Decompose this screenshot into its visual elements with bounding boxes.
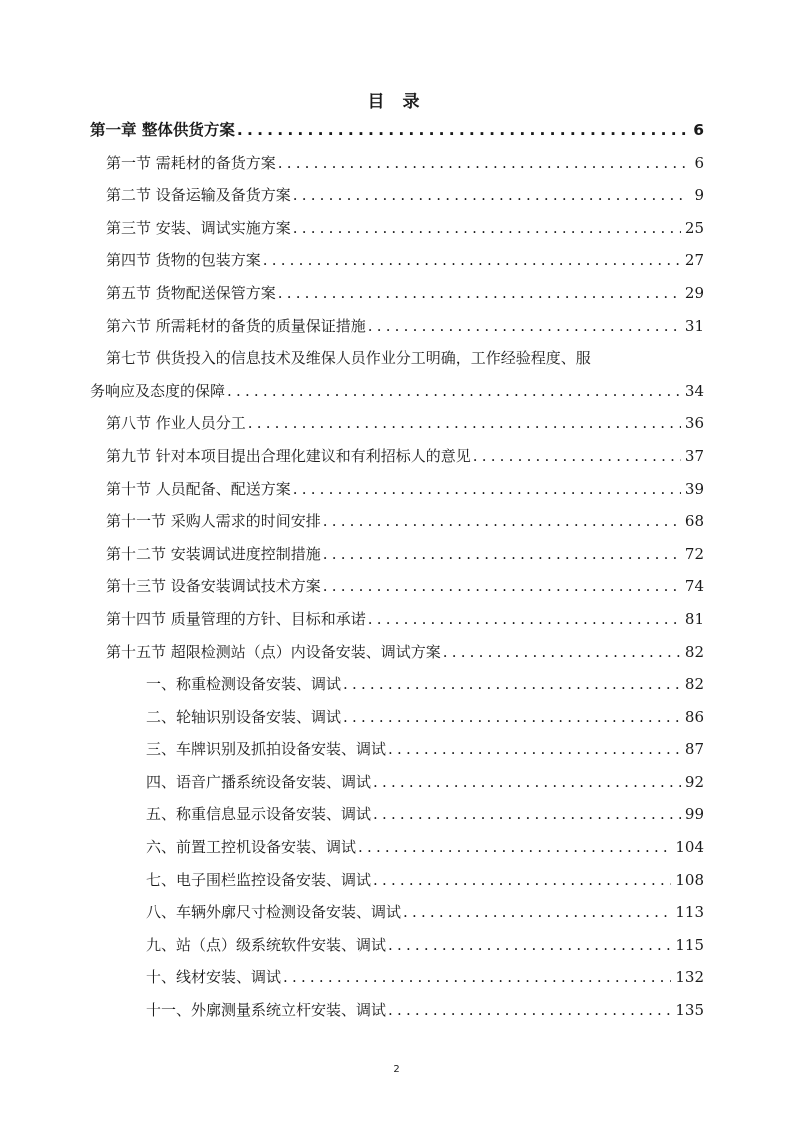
toc-entry-label: 三、车牌识别及抓拍设备安装、调试 [146, 740, 387, 759]
toc-entry-sub-3[interactable] [90, 733, 704, 766]
toc-entry-sub-7[interactable] [90, 864, 704, 897]
toc-entry-page: 81 [684, 609, 704, 628]
toc-dot-leader [373, 798, 681, 831]
toc-entry-sub-11[interactable] [90, 994, 704, 1027]
toc-dot-leader [358, 831, 671, 864]
toc-entry-label: 第八节 作业人员分工 [106, 414, 246, 433]
toc-entry-label: 七、电子围栏监控设备安装、调试 [146, 870, 372, 889]
toc-dot-leader [278, 147, 688, 180]
toc-entry-label: 第三节 安装、调试实施方案 [106, 218, 291, 237]
toc-entry-label: 二、轮轴识别设备安装、调试 [146, 707, 342, 726]
toc-entry-label: 六、前置工控机设备安装、调试 [146, 838, 357, 857]
toc-entry-page: 92 [684, 772, 704, 791]
toc-dot-leader [388, 929, 671, 962]
toc-entry-page: 108 [675, 870, 704, 889]
toc-entry-page: 25 [684, 218, 704, 237]
toc-entry-label: 务响应及态度的保障 [90, 381, 226, 400]
toc-entry-section-2[interactable] [90, 179, 704, 212]
toc-entry-chapter-1[interactable] [90, 114, 704, 147]
toc-entry-section-7-continued[interactable] [90, 375, 704, 408]
toc-entry-page: 31 [684, 316, 704, 335]
toc-entry-section-5[interactable] [90, 277, 704, 310]
toc-dot-leader [293, 473, 681, 506]
toc-entry-sub-4[interactable] [90, 766, 704, 799]
toc-entry-page: 34 [684, 381, 704, 400]
toc-entry-section-8[interactable] [90, 407, 704, 440]
toc-entry-page: 37 [684, 446, 704, 465]
toc-dot-leader [323, 538, 681, 571]
toc-entry-label: 十、线材安装、调试 [146, 968, 282, 987]
toc-entry-label: 第九节 针对本项目提出合理化建议和有利招标人的意见 [106, 446, 471, 465]
toc-dot-leader [473, 440, 681, 473]
toc-entry-label: 第十节 人员配备、配送方案 [106, 479, 291, 498]
toc-entry-sub-9[interactable] [90, 929, 704, 962]
toc-entry-section-4[interactable] [90, 244, 704, 277]
toc-entry-page: 132 [675, 968, 704, 987]
toc-entry-section-12[interactable] [90, 538, 704, 571]
toc-entry-label: 十一、外廓测量系统立杆安装、调试 [146, 1001, 387, 1020]
toc-entry-label: 第十二节 安装调试进度控制措施 [106, 544, 321, 563]
toc-entry-page: 82 [684, 642, 704, 661]
toc-entry-page: 68 [684, 512, 704, 531]
toc-entry-sub-2[interactable] [90, 701, 704, 734]
toc-entry-page: 29 [684, 283, 704, 302]
toc-entry-label: 第四节 货物的包装方案 [106, 251, 261, 270]
toc-entry-page: 39 [684, 479, 704, 498]
toc-entry-page: 6 [694, 153, 704, 172]
toc-entry-label: 九、站（点）级系统软件安装、调试 [146, 935, 387, 954]
toc-entry-label: 第二节 设备运输及备货方案 [106, 186, 291, 205]
toc-dot-leader [323, 505, 681, 538]
toc-entry-section-10[interactable] [90, 473, 704, 506]
toc-entry-sub-5[interactable] [90, 798, 704, 831]
toc-entry-label: 八、车辆外廓尺寸检测设备安装、调试 [146, 903, 402, 922]
toc-entry-page: 74 [684, 577, 704, 596]
toc-entry-page: 82 [684, 675, 704, 694]
toc-dot-leader [263, 244, 681, 277]
toc-entry-page: 115 [675, 935, 704, 954]
table-of-contents [90, 114, 704, 1027]
toc-entry-page: 27 [684, 251, 704, 270]
toc-dot-leader [388, 733, 681, 766]
toc-entry-section-14[interactable] [90, 603, 704, 636]
toc-entry-label: 第五节 货物配送保管方案 [106, 283, 276, 302]
toc-entry-sub-1[interactable] [90, 668, 704, 701]
toc-entry-section-1[interactable] [90, 147, 704, 180]
toc-entry-label: 第七节 供货投入的信息技术及维保人员作业分工明确，工作经验程度、服 [106, 349, 591, 368]
toc-dot-leader [343, 668, 681, 701]
toc-entry-section-15[interactable] [90, 636, 704, 669]
toc-entry-page: 104 [675, 838, 704, 857]
toc-entry-label: 第一章 整体供货方案 [90, 121, 235, 139]
toc-entry-page: 72 [684, 544, 704, 563]
toc-entry-label: 四、语音广播系统设备安装、调试 [146, 772, 372, 791]
toc-entry-sub-10[interactable] [90, 961, 704, 994]
toc-entry-page: 9 [694, 186, 704, 205]
toc-entry-label: 第十五节 超限检测站（点）内设备安装、调试方案 [106, 642, 441, 661]
toc-dot-leader [293, 212, 681, 245]
toc-entry-label: 第一节 需耗材的备货方案 [106, 153, 276, 172]
toc-dot-leader [283, 961, 671, 994]
toc-dot-leader [237, 114, 688, 147]
toc-entry-section-9[interactable] [90, 440, 704, 473]
toc-dot-leader [368, 603, 681, 636]
toc-entry-page: 113 [675, 903, 704, 922]
toc-entry-page: 99 [684, 805, 704, 824]
toc-entry-label: 五、称重信息显示设备安装、调试 [146, 805, 372, 824]
toc-dot-leader [293, 179, 688, 212]
toc-entry-section-6[interactable] [90, 310, 704, 343]
toc-entry-section-11[interactable] [90, 505, 704, 538]
toc-entry-sub-6[interactable] [90, 831, 704, 864]
toc-entry-page: 6 [693, 121, 704, 139]
toc-entry-label: 第六节 所需耗材的备货的质量保证措施 [106, 316, 366, 335]
toc-entry-sub-8[interactable] [90, 896, 704, 929]
toc-entry-label: 第十三节 设备安装调试技术方案 [106, 577, 321, 596]
toc-dot-leader [443, 636, 681, 669]
toc-dot-leader [388, 994, 671, 1027]
toc-entry-page: 36 [684, 414, 704, 433]
toc-title: 目 录 [367, 92, 426, 112]
toc-entry-label: 第十四节 质量管理的方针、目标和承诺 [106, 609, 366, 628]
toc-dot-leader [373, 864, 671, 897]
toc-entry-label: 一、称重检测设备安装、调试 [146, 675, 342, 694]
toc-entry-section-13[interactable] [90, 570, 704, 603]
toc-dot-leader [248, 407, 681, 440]
toc-entry-page: 86 [684, 707, 704, 726]
toc-entry-label: 第十一节 采购人需求的时间安排 [106, 512, 321, 531]
toc-entry-section-7[interactable] [90, 342, 704, 375]
page-number: 2 [393, 1064, 400, 1075]
toc-dot-leader [343, 701, 681, 734]
toc-entry-section-3[interactable] [90, 212, 704, 245]
toc-dot-leader [227, 375, 681, 408]
toc-dot-leader [403, 896, 671, 929]
toc-dot-leader [373, 766, 681, 799]
toc-entry-page: 87 [684, 740, 704, 759]
toc-dot-leader [323, 570, 681, 603]
toc-dot-leader [278, 277, 681, 310]
toc-dot-leader [368, 310, 681, 343]
toc-entry-page: 135 [675, 1001, 704, 1020]
